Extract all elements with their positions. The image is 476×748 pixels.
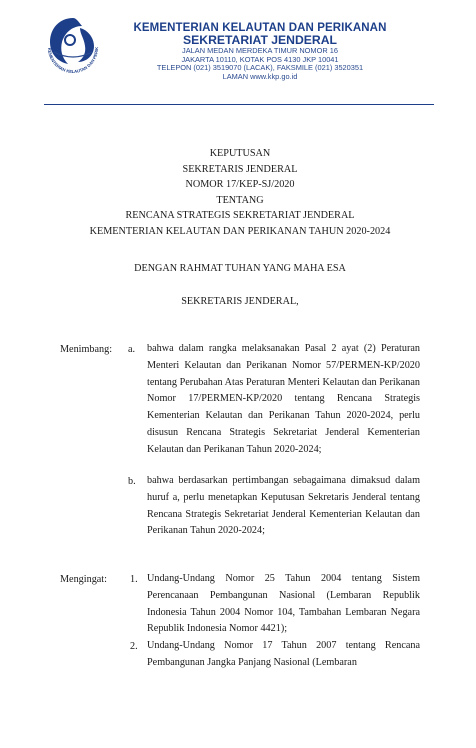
official-title: SEKRETARIS JENDERAL, xyxy=(181,296,299,307)
kkp-logo xyxy=(40,12,106,86)
mengingat-item: Undang-Undang Nomor 17 Tahun 2007 tentang Rencana Pembangunan Jangka Panjang Nasional (Lembaran xyxy=(147,640,420,668)
decree-number: NOMOR 17/KEP-SJ/2020 xyxy=(185,179,295,190)
item-marker: 2. xyxy=(130,641,138,652)
issuer: SEKRETARIS JENDERAL xyxy=(182,163,298,175)
website-line: LAMAN www.kkp.go.id xyxy=(222,71,298,81)
address-line: JAKARTA 10110, KOTAK POS 4130 JKP 10041 xyxy=(181,54,339,64)
invocation: DENGAN RAHMAT TUHAN YANG MAHA ESA xyxy=(134,263,346,274)
item-marker: b. xyxy=(128,476,136,487)
decree-type: KEPUTUSAN xyxy=(209,148,271,159)
mengingat-item: Undang-Undang Nomor 25 Tahun 2004 tentang Sistem Perencanaan Pembangunan Nasional (Lembaran Republik Indonesia Tahun 2004 Nomor 104, Tambahan Lembaran Negara Republik Indonesia Nomor 4421); xyxy=(147,573,420,635)
address-line: JALAN MEDAN MERDEKA TIMUR NOMOR 16 xyxy=(182,46,338,55)
decree-title-line: KEMENTERIAN KELAUTAN DAN PERIKANAN TAHUN 2020-2024 xyxy=(89,225,391,237)
menimbang-label: Menimbang: xyxy=(60,344,113,355)
menimbang-item: bahwa dalam rangka melaksanakan Pasal 2 ayat (2) Peraturan Menteri Kelautan dan Perikanan Nomor 57/PERMEN-KP/2020 tentang Perubahan Atas Peraturan Menteri Kelautan dan Perikanan Nomor 17/PERMEN-KP/2020 tentang Rencana Strategis Kementerian Kelautan dan Perikanan Tahun 2020-2024, perlu disusun Rencana Strategis Sekretariat Jenderal Kementerian Kelautan dan Perikanan Tahun 2020-2024; xyxy=(147,343,420,455)
ministry-name: KEMENTERIAN KELAUTAN DAN PERIKANAN xyxy=(133,22,387,34)
mengingat-label: Mengingat: xyxy=(60,574,107,585)
letterhead-text xyxy=(130,22,390,81)
decree-title-line: RENCANA STRATEGIS SEKRETARIAT JENDERAL xyxy=(125,210,355,221)
phone-line: TELEPON (021) 3519070 (LACAK), FAKSMILE (021) 3520351 xyxy=(156,63,364,73)
letterhead xyxy=(0,0,476,110)
about-label: TENTANG xyxy=(216,194,264,206)
letterhead-divider xyxy=(44,104,434,105)
svg-text:KEMENTERIAN KELAUTAN DAN PERIK: KEMENTERIAN KELAUTAN DAN PERIK xyxy=(46,46,100,75)
menimbang-item: bahwa berdasarkan pertimbangan sebagaimana dimaksud dalam huruf a, perlu menetapkan Keputusan Sekretaris Jenderal tentang Rencana Strategis Sekretariat Jenderal Kementerian Kelautan dan Perikanan Tahun 2020-2024; xyxy=(147,475,420,537)
decree-heading xyxy=(40,146,440,239)
unit-name: SEKRETARIAT JENDERAL xyxy=(183,33,337,47)
item-marker: 1. xyxy=(130,574,138,585)
item-marker: a. xyxy=(128,344,136,355)
